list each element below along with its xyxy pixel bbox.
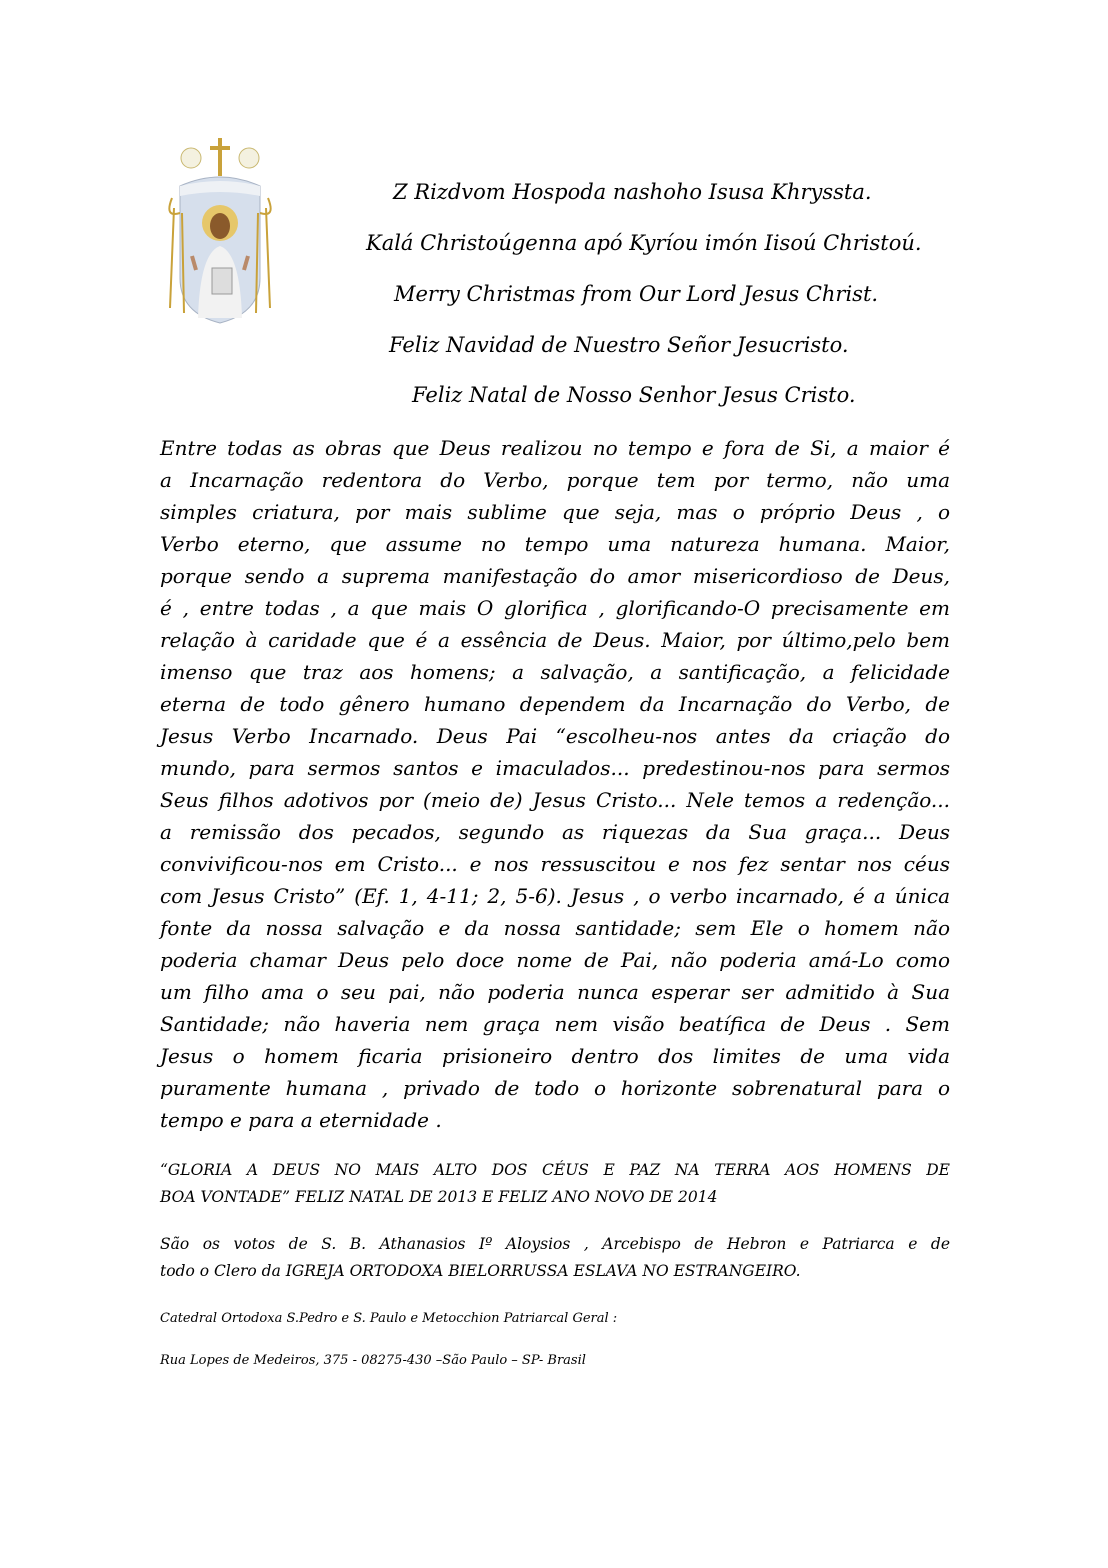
body-line: Jesus o homem ficaria prisioneiro dentro dos limites de uma vida <box>160 1044 950 1068</box>
cathedral-line: Catedral Ortodoxa S.Pedro e S. Paulo e Metocchion Patriarcal Geral : <box>160 1311 618 1326</box>
body-line: tempo e para a eternidade . <box>160 1108 442 1132</box>
orthodox-coat-of-arms-icon <box>160 138 280 328</box>
body-line: um filho ama o seu pai, não poderia nunca esperar ser admitido à Sua <box>160 980 950 1004</box>
body-line: relação à caridade que é a essência de Deus. Maior, por último,pelo bem <box>160 628 950 652</box>
votos-line: São os votos de S. B. Athanasios Iº Aloysios , Arcebispo de Hebron e Patriarca e de <box>160 1235 950 1253</box>
body-line: a remissão dos pecados, segundo as riquezas da Sua graça... Deus <box>160 820 950 844</box>
body-line: poderia chamar Deus pelo doce nome de Pai, não poderia amá-Lo como <box>160 948 950 972</box>
greeting-portuguese: Feliz Natal de Nosso Senhor Jesus Cristo. <box>412 383 856 407</box>
greeting-belarusian: Z Rizdvom Hospoda nashoho Isusa Khryssta. <box>393 180 872 204</box>
body-line: simples criatura, por mais sublime que seja, mas o próprio Deus , o <box>160 500 950 524</box>
body-line: puramente humana , privado de todo o horizonte sobrenatural para o <box>160 1076 950 1100</box>
greeting-greek: Kalá Christoúgenna apó Kyríou imón Iisoú Christoú. <box>366 231 922 255</box>
body-line: com Jesus Cristo” (Ef. 1, 4-11; 2, 5-6). Jesus , o verbo incarnado, é a única <box>160 884 950 908</box>
body-line: fonte da nossa salvação e da nossa santidade; sem Ele o homem não <box>160 916 950 940</box>
body-line: Jesus Verbo Incarnado. Deus Pai “escolheu-nos antes da criação do <box>160 724 950 748</box>
body-line: Entre todas as obras que Deus realizou no tempo e fora de Si, a maior é <box>160 436 950 460</box>
body-line: é , entre todas , a que mais O glorifica , glorificando-O precisamente em <box>160 596 950 620</box>
gloria-line: BOA VONTADE” FELIZ NATAL DE 2013 E FELIZ ANO NOVO DE 2014 <box>160 1188 718 1206</box>
body-paragraph <box>160 432 950 1136</box>
body-line: mundo, para sermos santos e imaculados... predestinou-nos para sermos <box>160 756 950 780</box>
votos-line: todo o Clero da IGREJA ORTODOXA BIELORRUSSA ESLAVA NO ESTRANGEIRO. <box>160 1262 801 1280</box>
votos-paragraph <box>160 1231 950 1285</box>
address-line: Rua Lopes de Medeiros, 375 - 08275-430 –São Paulo – SP- Brasil <box>160 1353 586 1368</box>
gloria-line: “GLORIA A DEUS NO MAIS ALTO DOS CÉUS E PAZ NA TERRA AOS HOMENS DE <box>160 1161 950 1179</box>
body-line: eterna de todo gênero humano dependem da Incarnação do Verbo, de <box>160 692 950 716</box>
gloria-paragraph <box>160 1157 950 1211</box>
body-line: a Incarnação redentora do Verbo, porque tem por termo, não uma <box>160 468 950 492</box>
body-line: convivificou-nos em Cristo... e nos ressuscitou e nos fez sentar nos céus <box>160 852 950 876</box>
body-line: Seus filhos adotivos por (meio de) Jesus Cristo... Nele temos a redenção... <box>160 788 950 812</box>
greeting-spanish: Feliz Navidad de Nuestro Señor Jesucristo. <box>389 333 849 357</box>
body-line: Santidade; não haveria nem graça nem visão beatífica de Deus . Sem <box>160 1012 950 1036</box>
body-line: imenso que traz aos homens; a salvação, a santificação, a felicidade <box>160 660 950 684</box>
body-line: Verbo eterno, que assume no tempo uma natureza humana. Maior, <box>160 532 950 556</box>
body-line: porque sendo a suprema manifestação do amor misericordioso de Deus, <box>160 564 950 588</box>
greeting-english: Merry Christmas from Our Lord Jesus Christ. <box>394 282 879 306</box>
